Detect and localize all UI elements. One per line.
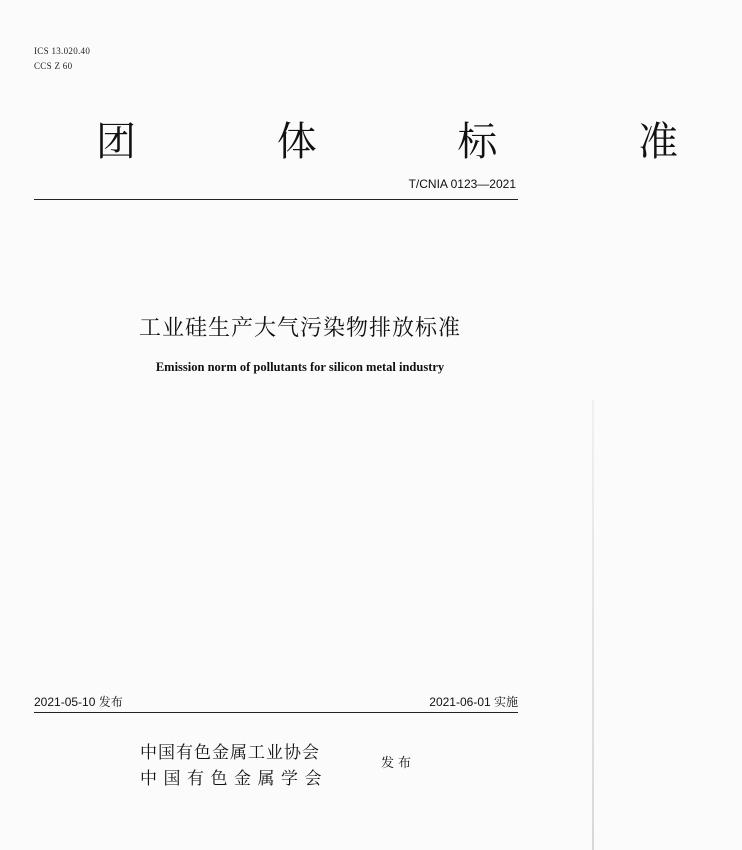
ics-code: ICS 13.020.40: [34, 46, 91, 56]
implement-date: 2021-06-01 实施: [429, 695, 518, 709]
standard-number: T/CNIA 0123—2021: [408, 177, 516, 191]
english-title: Emission norm of pollutants for silicon metal industry: [155, 360, 445, 374]
scan-edge-shadow: [592, 400, 594, 850]
publisher-org-1: 中国有色金属工业协会: [140, 743, 320, 763]
footer-divider: [34, 712, 518, 713]
publish-label: 发布: [381, 756, 416, 771]
publisher-org-2: 中国有色金属学会: [140, 769, 328, 789]
chinese-title: 工业硅生产大气污染物排放标准: [138, 316, 461, 341]
header-divider: [34, 199, 518, 200]
ccs-code: CCS Z 60: [34, 61, 73, 71]
document-type-title: 团 体 标 准: [96, 119, 742, 165]
publish-date: 2021-05-10 发布: [34, 695, 123, 709]
